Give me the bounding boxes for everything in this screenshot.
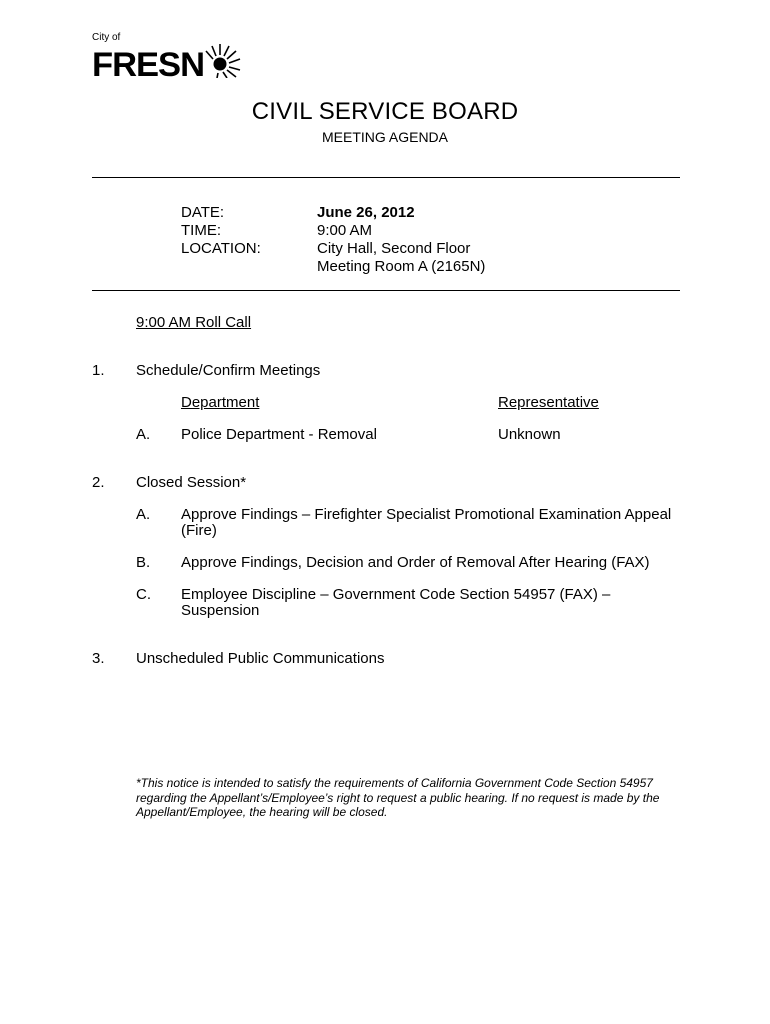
item-title: Schedule/Confirm Meetings (136, 362, 321, 379)
location-line1: City Hall, Second Floor (317, 240, 471, 257)
department-cell: Police Department - Removal (181, 426, 377, 443)
subitem-text: Approve Findings, Decision and Order of Removal After Hearing (FAX) (181, 554, 650, 571)
location-label: LOCATION: (181, 240, 261, 257)
time-value: 9:00 AM (317, 222, 373, 239)
subitem-text-continued: Suspension (181, 602, 260, 619)
item-number: 2. (92, 474, 105, 491)
column-header-representative: Representative (498, 394, 599, 411)
date-label: DATE: (181, 204, 225, 221)
representative-cell: Unknown (498, 426, 561, 443)
divider-bottom (92, 290, 680, 291)
item-title: Unscheduled Public Communications (136, 650, 385, 667)
time-label: TIME: (181, 222, 221, 239)
roll-call: 9:00 AM Roll Call (136, 314, 252, 331)
subitem-letter: B. (136, 554, 151, 571)
city-of-fresno-logo (92, 42, 242, 78)
location-line2: Meeting Room A (2165N) (317, 258, 486, 275)
page-subtitle: MEETING AGENDA (321, 129, 449, 145)
subitem-text: Approve Findings – Firefighter Specialist Promotional Examination Appeal (181, 506, 672, 523)
item-number: 1. (92, 362, 105, 379)
subitem-letter: A. (136, 506, 151, 523)
column-header-department: Department (181, 394, 260, 411)
subitem-text: Employee Discipline – Government Code Section 54957 (FAX) – (181, 586, 611, 603)
divider-top (92, 177, 680, 178)
page-title: CIVIL SERVICE BOARD (251, 98, 519, 125)
date-value: June 26, 2012 (317, 204, 415, 221)
svg-text:FRESN: FRESN (92, 46, 204, 78)
logo-prefix: City of (92, 32, 121, 43)
footnote: *This notice is intended to satisfy the requirements of California Government Code Section 54957 regarding the Appellant’s/Employee’s right to request a public hearing. If no request is made by the Appellant/Employee, the hearing will be closed. (136, 776, 660, 819)
item-title: Closed Session* (136, 474, 247, 491)
subitem-letter: C. (136, 586, 151, 603)
subitem-text-continued: (Fire) (181, 522, 217, 539)
item-number: 3. (92, 650, 105, 667)
subitem-letter: A. (136, 426, 151, 443)
